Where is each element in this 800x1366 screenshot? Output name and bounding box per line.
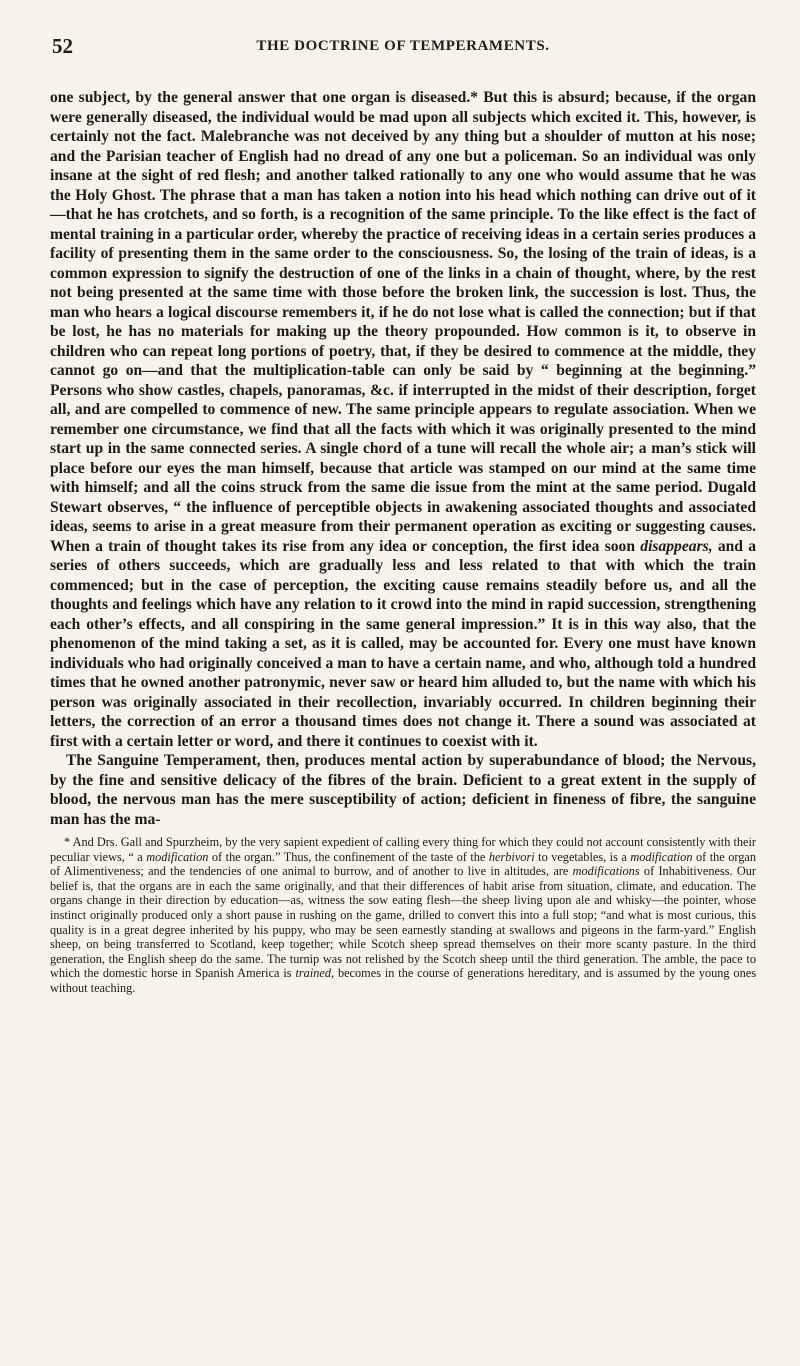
italic-text: herbivori bbox=[488, 849, 535, 864]
footnote-paragraph bbox=[50, 835, 756, 996]
page-number: 52 bbox=[52, 34, 73, 58]
paragraph: The Sanguine Temperament, then, produces mental action by superabundance of blood; the Nervous, by the fine and sensitive delicacy of the fibres of the brain. Deficient to a great extent in the supply of blood, the nervous man has the mere susceptibility of action; deficient in fineness of fibre, the sanguine man has the ma- bbox=[50, 752, 756, 828]
italic-text: modification bbox=[146, 849, 209, 864]
page-header bbox=[50, 34, 756, 64]
text-run: and a series of others succeeds, which are gradually less and less related to that with which the train commenced; but in the case of perception, the exciting cause remains steadily before us, and all the thoughts and feelings which have any relation to it crowd into the mind in rapid succession, strengthening each other’s effects, and all conspiring in the same general impression.” It is in this way also, that the phenomenon of the mind taking a set, as it is called, may be accounted for. Every one must have known individuals who had originally conceived a man to have a certain name, and who, although told a hundred times that he owned another patronymic, never saw or heard him alluded to, but the name with which his person was originally associated in their recollection, invariably occurred. In children beginning their letters, the correction of an error a thousand times does not change it. There a sound was associated at first with a certain letter or word, and there it continues to coexist with it. bbox=[50, 537, 756, 750]
running-title: THE DOCTRINE OF TEMPERAMENTS. bbox=[256, 38, 550, 54]
italic-text: disappears, bbox=[640, 537, 713, 555]
text-run: of the organ of Alimentiveness; and the tendencies of one animal to burrow, and of another to live in altitudes, are bbox=[50, 849, 756, 879]
italic-text: trained, bbox=[295, 966, 335, 981]
text-run: becomes in the course of generations hereditary, and is assumed by the young ones without teaching. bbox=[50, 966, 756, 995]
paragraph bbox=[50, 88, 756, 751]
text-run: * And Drs. Gall and Spurzheim, by the very sapient expedient of calling every thing for which they could not account consistently with their peculiar views, “ a bbox=[50, 835, 756, 864]
text-run: of the organ.” Thus, the confinement of the taste of the bbox=[208, 849, 489, 864]
text-run: to vegetables, is a bbox=[534, 849, 631, 864]
italic-text: modifications bbox=[572, 864, 640, 879]
footnote bbox=[50, 835, 756, 996]
main-text bbox=[50, 88, 756, 829]
italic-text: modification bbox=[630, 849, 693, 864]
text-run: one subject, by the general answer that one organ is diseased.* But this is absurd; because, if the organ were generally diseased, the individual would be mad upon all subjects which excited it. This, however, is certainly not the fact. Malebranche was not deceived by any thing but a shoulder of mutton at his nose; and the Parisian teacher of English had no dread of any one but a policeman. So an individual was only insane at the sight of red flesh; and another talked rationally to any one who would assume that he was the Holy Ghost. The phrase that a man has taken a notion into his head which nothing can drive out of it—that he has crotchets, and so forth, is a recognition of the same principle. To the like effect is the fact of mental training in a particular order, whereby the practice of receiving ideas in a certain series produces a facility of presenting them in the same order to the consciousness. So, the losing of the train of ideas, is a common expression to signify the destruction of one of the links in a chain of thought, where, by the rest not being presented at the same time with those before the broken link, the succession is lost. Thus, the man who hears a logical discourse remembers it, if he do not lose what is called the connection; but if that be lost, he has no materials for making up the theory propounded. How common is it, to observe in children who can repeat long portions of poetry, that, if they be desired to commence at the middle, they cannot go on—and that the multiplication-table can only be said by “ beginning at the beginning.” Persons who show castles, chapels, panoramas, &c. if interrupted in the midst of their description, forget all, and are compelled to commence of new. The same principle appears to regulate association. When we remember one circumstance, we find that all the facts with which it was originally presented to the mind start up in the same connected series. A single chord of a tune will recall the whole air; a man’s stick will place before our eyes the man himself, because that article was stamped on our mind at the same time with himself; and all the coins struck from the same die issue from the mint at the same period. Dugald Stewart observes, “ the influence of perceptible objects in awakening associated thoughts and associated ideas, seems to arise in a great measure from their permanent operation as exciting or suggesting causes. When a train of thought takes its rise from any idea or conception, the first idea soon bbox=[50, 89, 756, 555]
text-run: of Inhabitiveness. Our belief is, that the organs are in each the same originally, and that their differences of habit arise from situation, climate, and education. The organs change in their direction by education—as, witness the sow eating flesh—the sheep living upon ale and whisky—the pointer, whose instinct originally produced only a short pause in rushing on the game, drilled to convert this into a full stop; “and what is most curious, this quality is in a great degree inherited by his puppy, who may be seen earnestly standing at swallows and pigeons in the farm-yard.” English sheep, on being transferred to Scotland, keep together; while Scotch sheep spread themselves on their more scanty pasture. In the third generation, the English sheep do the same. The turnip was not relished by the Scotch sheep until the third generation. The amble, the pace to which the domestic horse in Spanish America is bbox=[50, 864, 756, 981]
